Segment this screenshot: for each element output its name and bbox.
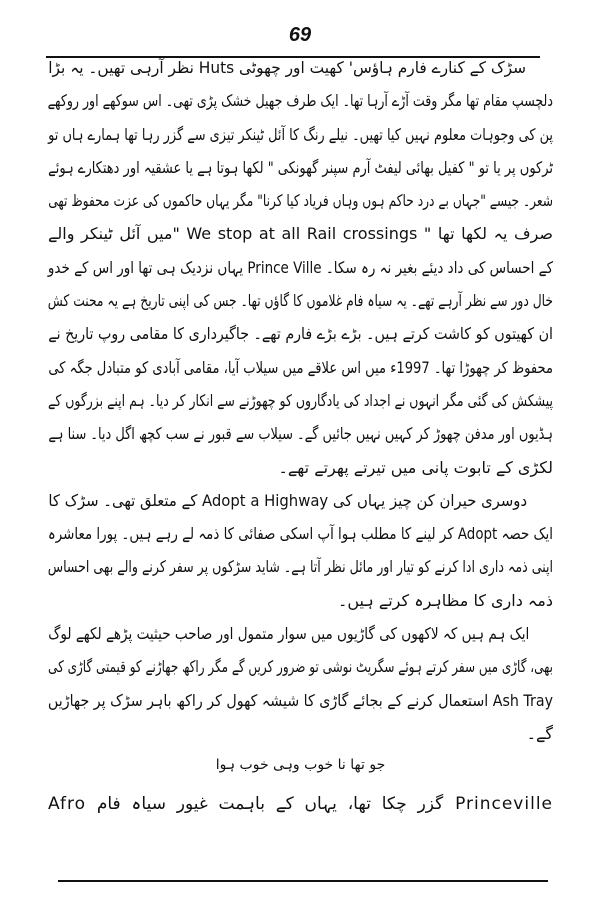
paragraph-line: دلچسپ مقام تھا مگر وقت آڑے آرہا تھا۔ ایک طرف جھیل خشک پڑی تھی۔ اس سوکھے اور روکھے [47,91,553,111]
paragraph-line: بھی، گاڑی میں سفر کرتے ہوئے سگریٹ نوشی تو ضرور کریں گے مگر راکھ جھاڑنے کو قیمتی گاڑی کی [48,657,553,677]
footer-divider [58,880,548,882]
paragraph-line: کے احساس کی داد دیئے بغیر نہ رہ سکا۔ Prince Ville یہاں نزدیک ہی تھا اور اس کے خدو [47,257,553,277]
paragraph-line: پن کی وجوہات معلوم نہیں کیا تھیں۔ نیلے رنگ کا آئل ٹینکر تیزی سے گزر رہا تھا ہمارے ہاں تو [48,124,553,144]
page-number: 69 [288,24,312,46]
paragraph-line: Ash Tray استعمال کرنے کے بجائے گاڑی کا شیشہ کھول کر راکھ باہر سڑک پر جھاڑیں [47,690,553,710]
paragraph-line: شعر۔ جیسے "جہاں بے درد حاکم ہوں وہاں فریاد کیا کرنا" مگر یہاں حاکموں کی عزت محفوظ تھی [48,191,553,211]
footer-line: Princeville گزر چکا تھا، یہاں کے باہمت غیور سیاہ فام Afro [48,793,553,814]
paragraph-line: ایک ہم ہیں کہ لاکھوں کی گاڑیوں میں سوار متمول اور صاحب حیثیت پڑھے لکھے لوگ [48,624,530,644]
paragraph-line: ہڈیوں اور مدفن چھوڑ کر کہیں نہیں جائیں گے۔ سیلاب سے قبور نے سب کچھ اگل دیا۔ سنا ہے [48,424,553,444]
paragraph-line: صرف یہ لکھا تھا " We stop at all Rail crossings "میں آئل ٹینکر والے [48,224,554,244]
paragraph-line: ٹرکوں پر یا تو " کفیل بھائی لیفٹ آرم سپنر گھونکی " لکھا ہوتا ہے یا عشقیہ اور دھتکارے ہوئے [48,157,554,177]
paragraph-line: ایک حصہ Adopt کر لینے کا مطلب ہوا آپ اسکی صفائی کا ذمہ لے رہے ہیں۔ پورا معاشرہ [47,524,553,544]
paragraph-line: لکڑی کے تابوت پانی میں تیرتے پھرتے تھے۔ [278,457,553,477]
paragraph-line: خال دور سے نظر آرہے تھے۔ یہ سیاہ فام غلاموں کا گاؤں تھا۔ جس کی اپنی تاریخ ہے یہ محنت کش [47,291,553,311]
paragraph-line: دوسری حیران کن چیز یہاں کی Adopt a Highway کے متعلق تھی۔ سڑک کا [48,490,528,510]
section-heading: جو تھا نا خوب وہی خوب ہوا [215,757,386,774]
paragraph-line: اپنی ذمہ داری ادا کرنے کو تیار اور مائل نظر آتا ہے۔ شاید سڑکوں پر سفر کرنے والے بھی احساس [47,557,553,577]
paragraph-line: ذمہ داری کا مظاہرہ کرتے ہیں۔ [338,590,553,610]
paragraph-line: پیشکش کی گئی مگر انہوں نے اجداد کی یادگاروں کو چھوڑنے سے انکار کر دیا۔ ہم اپنے بزرگوں کے [48,390,553,410]
paragraph-line: گے۔ [526,723,553,743]
paragraph-line: محفوظ کر چھوڑا تھا۔ 1997ء میں اس علاقے میں سیلاب آیا، مقامی آبادی کو متبادل جگہ کی [48,357,553,377]
paragraph-line: سڑک کے کنارے فارم ہاؤس' کھیت اور چھوٹی Huts نظر آرہی تھیں۔ یہ بڑا [48,58,527,77]
page-body [48,58,553,817]
paragraph-line: ان کھیتوں کو کاشت کرتے ہیں۔ بڑے بڑے فارم تھے۔ جاگیرداری کا مقامی روپ تاریخ نے [48,324,554,344]
